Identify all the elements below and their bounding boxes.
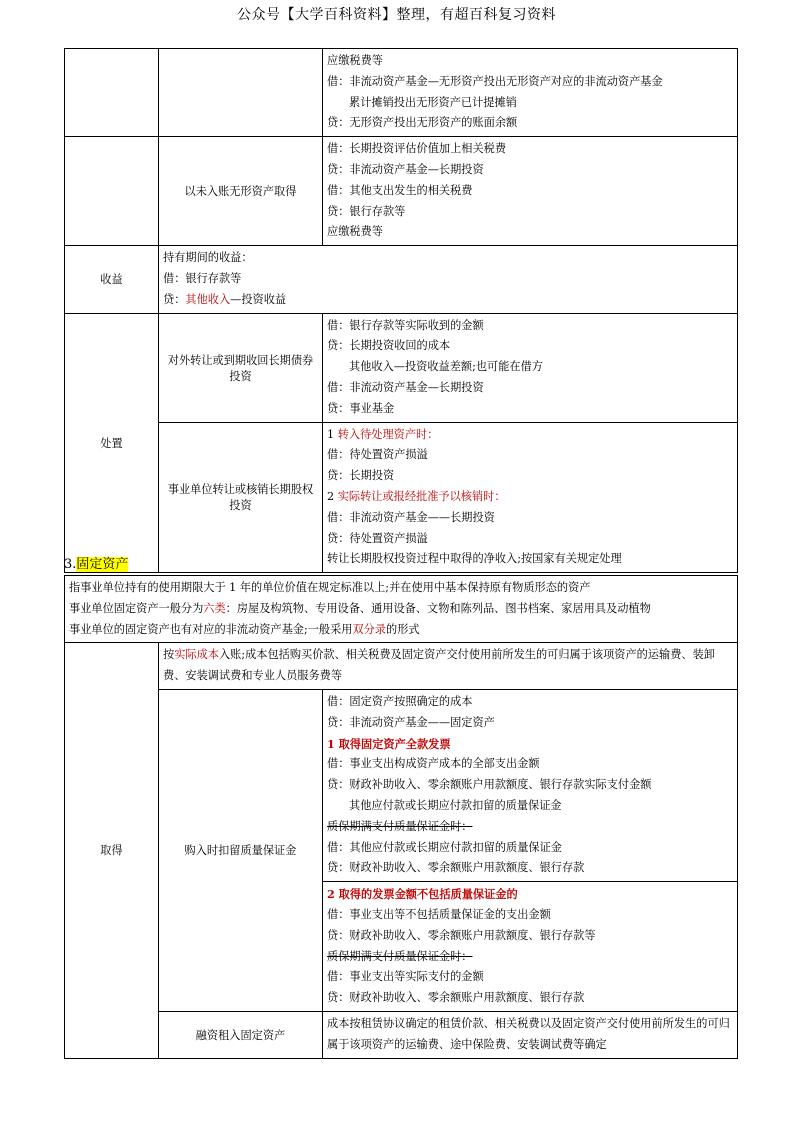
fixed-asset-table — [64, 575, 738, 1059]
entry-line: 借：事业支出构成资产成本的全部支出金额 — [327, 757, 540, 771]
section-title: 3.固定资产 — [64, 557, 129, 572]
table-row — [65, 643, 738, 690]
entry-line: 贷：财政补助收入、零余额账户用款额度、银行存款 — [327, 861, 585, 875]
entry-line: 借：其他应付款或长期应付款扣留的质量保证金 — [327, 840, 562, 854]
entry-line: 借：事业支出等不包括质量保证金的支出金额 — [327, 907, 551, 921]
table-cell — [323, 137, 738, 246]
case-title: 2 取得的发票金额不包括质量保证金的 — [327, 887, 518, 902]
entry-line: 贷：待处置资产损溢 — [327, 531, 428, 545]
table-cell — [65, 137, 159, 246]
table-cell — [323, 689, 738, 881]
table-cell — [323, 882, 738, 1012]
entry-line: 贷：无形资产投出无形资产的账面余额 — [327, 116, 518, 130]
table-row — [65, 576, 738, 643]
entry-line: 借：非流动资产基金——长期投资 — [327, 510, 495, 524]
entry-line: 质保期满支付质量保证金时： — [327, 949, 473, 963]
entry-line: 借：非流动资产基金—无形资产投出无形资产对应的非流动资产基金 — [327, 74, 663, 88]
entry-line: 应缴税费等 — [327, 225, 383, 239]
row-label: 事业单位转让或核销长期股权投资 — [159, 422, 323, 573]
entry-line: 贷：其他收入—投资收益 — [163, 292, 287, 306]
table-row — [65, 49, 738, 137]
row-label: 以未入账无形资产取得 — [159, 137, 323, 246]
table-row — [65, 1011, 738, 1058]
entry-line: 贷：财政补助收入、零余额账户用款额度、银行存款等 — [327, 928, 596, 942]
table-cell — [323, 1011, 738, 1058]
entry-line: 转让长期股权投资过程中取得的净收入;按国家有关规定处理 — [327, 552, 622, 566]
entry-line: 持有期间的收益： — [163, 251, 253, 265]
table-cell — [323, 422, 738, 573]
row-label: 收益 — [65, 246, 159, 313]
row-label: 购入时扣留质量保证金 — [159, 689, 323, 1011]
entry-line: 贷：非流动资产基金——固定资产 — [327, 715, 495, 729]
row-label: 处置 — [65, 313, 159, 573]
entry-line: 累计摊销投出无形资产已计提摊销 — [349, 95, 517, 109]
entry-line: 其他收入—投资收益差额;也可能在借方 — [349, 360, 543, 374]
table-cell — [323, 49, 738, 137]
case-title: 1 取得固定资产全款发票 — [327, 736, 451, 751]
entry-line: 贷：银行存款等 — [327, 204, 406, 218]
entry-line: 贷：非流动资产基金—长期投资 — [327, 162, 484, 176]
entry-line: 应缴税费等 — [327, 54, 383, 67]
row-label: 取得 — [65, 643, 159, 1058]
table-cell — [65, 49, 159, 137]
entry-line: 借：事业支出等实际支付的金额 — [327, 970, 484, 984]
entry-line: 借：固定资产按照确定的成本 — [327, 694, 473, 708]
table-row — [65, 137, 738, 246]
entry-line: 质保期满支付质量保证金时： — [327, 819, 473, 833]
entry-line: 贷：长期投资收回的成本 — [327, 339, 451, 353]
entry-line: 借：银行存款等实际收到的金额 — [327, 318, 484, 332]
definition-line: 指事业单位持有的使用期限大于 1 年的单位价值在规定标准以上;并在使用中基本保持原有物质形态的资产 — [69, 581, 591, 594]
entry-line: 2 实际转让或报经批准予以核销时： — [327, 489, 506, 503]
table-row — [65, 689, 738, 881]
table-cell — [159, 49, 323, 137]
entry-line: 贷：财政补助收入、零余额账户用款额度、银行存款实际支付金额 — [327, 778, 652, 792]
entry-line: 借：长期投资评估价值加上相关税费 — [327, 142, 507, 156]
entry-line: 借：银行存款等 — [163, 271, 242, 285]
entry-line: 贷：长期投资 — [327, 469, 395, 483]
definition-line: 事业单位的固定资产也有对应的非流动资产基金;一般采用双分录的形式 — [69, 622, 420, 636]
investment-table — [64, 48, 738, 573]
table-cell — [159, 643, 738, 690]
entry-line: 借：非流动资产基金—长期投资 — [327, 380, 484, 394]
table-cell — [159, 246, 738, 313]
entry-line: 1 转入待处理资产时： — [327, 427, 439, 441]
row-label: 融资租入固定资产 — [159, 1011, 323, 1058]
entry-line: 贷：事业基金 — [327, 401, 395, 415]
entry-line: 借：其他支出发生的相关税费 — [327, 183, 473, 197]
table-cell — [323, 313, 738, 422]
definition-line: 事业单位固定资产一般分为六类：房屋及构筑物、专用设备、通用设备、文物和陈列品、图书档案、家居用具及动植物 — [69, 601, 651, 615]
row-label: 对外转让或到期收回长期债券投资 — [159, 313, 323, 422]
definition-cell — [65, 576, 738, 643]
cost-text: 按实际成本入账;成本包括购买价款、相关税费及固定资产交付使用前所发生的可归属于该项资产的运输费、装卸费、安装调试费和专业人员服务费等 — [163, 648, 715, 683]
entry-line: 贷：财政补助收入、零余额账户用款额度、银行存款 — [327, 991, 585, 1005]
entry-line: 借：待处置资产损溢 — [327, 448, 428, 462]
entry-line: 其他应付款或长期应付款扣留的质量保证金 — [349, 798, 562, 812]
table-row — [65, 246, 738, 313]
page-header: 公众号【大学百科资料】整理，有超百科复习资料 — [237, 7, 556, 23]
table-row — [65, 422, 738, 573]
table-row — [65, 313, 738, 422]
lease-text: 成本按租赁协议确定的租赁价款、相关税费以及固定资产交付使用前所发生的可归属于该项资产的运输费、途中保险费、安装调试费等确定 — [327, 1016, 730, 1051]
